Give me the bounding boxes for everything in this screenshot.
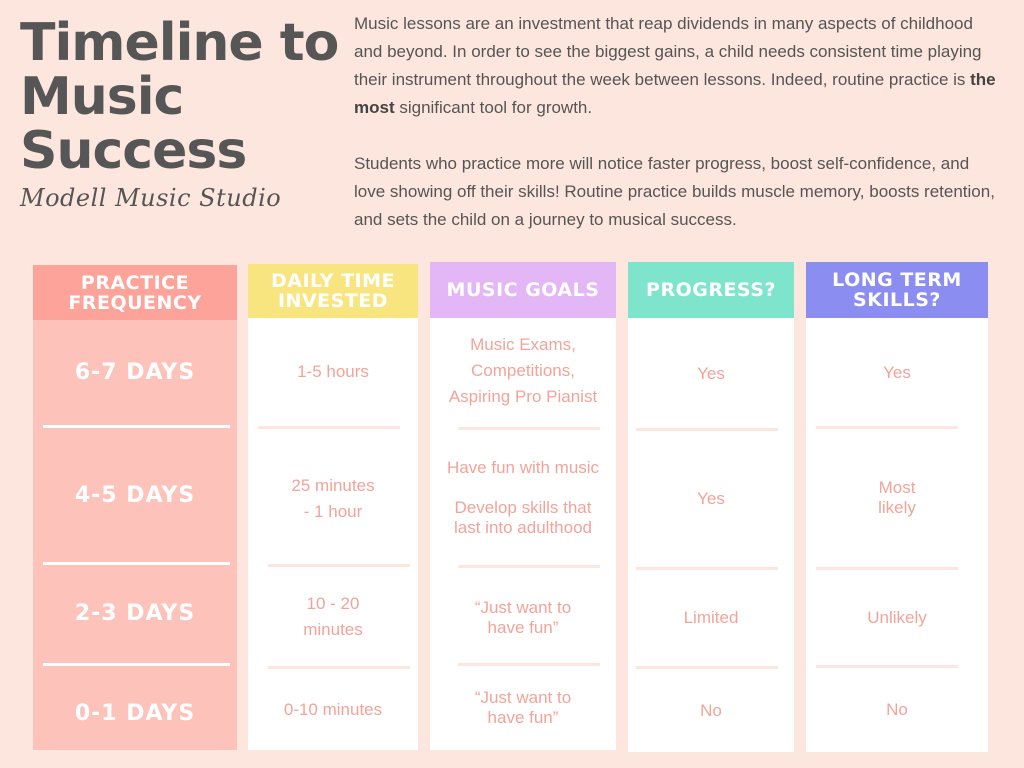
header-music-goals xyxy=(430,262,616,318)
progress-cell-3 xyxy=(628,570,794,666)
frequency-cell-3 xyxy=(33,565,237,662)
goal-text: Aspiring Pro Pianist xyxy=(448,387,598,406)
time-value: 25 minutes xyxy=(291,476,375,495)
progress-value: Limited xyxy=(683,608,739,627)
skills-cell-4 xyxy=(806,668,988,752)
column-progress xyxy=(628,262,794,752)
progress-cell-4 xyxy=(628,669,794,752)
intro-paragraph-2: Students who practice more will notice faster progress, boost self-confidence, and love showing off their skills! Routine practice builds muscle memory, boosts retention, and sets the child on a journey to musical success. xyxy=(354,154,995,229)
goal-text: Competitions, xyxy=(471,361,575,380)
frequency-label: 6-7 DAYS xyxy=(74,359,196,385)
frequency-cell-1 xyxy=(33,320,237,425)
goal-text: Have fun with music xyxy=(446,457,600,477)
goal-text: Music Exams, xyxy=(470,335,576,354)
title-line-3: Success xyxy=(20,121,247,181)
column-daily-time xyxy=(248,264,418,750)
time-cell-2 xyxy=(248,429,418,569)
skills-cell-1 xyxy=(806,318,988,428)
goals-cell-2 xyxy=(430,430,616,565)
intro-p1-text: Music lessons are an investment that reap dividends in many aspects of childhood and beyond. In order to see the biggest gains, a child needs consistent time playing their instrument throughout the week between lessons. Indeed, routine practice is xyxy=(354,14,982,89)
goal-text: last into adulthood xyxy=(454,517,592,537)
skills-value-cont: likely xyxy=(878,498,916,517)
goal-text: “Just want to xyxy=(474,688,572,707)
goals-cell-4 xyxy=(430,666,616,750)
time-value: 10 - 20 xyxy=(306,594,360,613)
title-line-1: Timeline to xyxy=(20,13,339,73)
frequency-label: 2-3 DAYS xyxy=(74,600,196,626)
page-title xyxy=(20,13,350,181)
goal-text: have fun” xyxy=(487,708,559,727)
column-long-term-skills xyxy=(806,262,988,752)
progress-cell-1 xyxy=(628,318,794,430)
progress-value: No xyxy=(700,700,722,720)
goal-text: Develop skills that xyxy=(454,497,592,517)
time-value: 0-10 minutes xyxy=(283,699,383,719)
progress-cell-2 xyxy=(628,431,794,566)
header-progress xyxy=(628,262,794,318)
goals-cell-3 xyxy=(430,568,616,668)
skills-value: Unlikely xyxy=(867,608,927,627)
header-label: DAILY TIME INVESTED xyxy=(271,270,395,312)
frequency-label: 4-5 DAYS xyxy=(74,482,196,508)
intro-paragraph-1 xyxy=(354,10,1004,122)
skills-value: Yes xyxy=(883,363,911,382)
intro-p1-end: significant tool for growth. xyxy=(394,98,593,117)
time-value: 1-5 hours xyxy=(297,362,369,381)
header-label: LONG TERM SKILLS? xyxy=(832,269,962,311)
intro-text xyxy=(354,10,1004,234)
frequency-cell-4 xyxy=(33,666,237,761)
header-label: PRACTICE FREQUENCY xyxy=(68,271,202,314)
header-label: MUSIC GOALS xyxy=(446,279,600,301)
skills-value: Most xyxy=(878,478,916,497)
progress-value: Yes xyxy=(697,488,725,508)
time-value-cont: minutes xyxy=(303,620,363,639)
skills-value: No xyxy=(886,700,908,719)
header-practice-frequency xyxy=(33,265,237,320)
progress-value: Yes xyxy=(697,364,725,383)
intro-emphasis: the most xyxy=(354,70,996,117)
time-cell-3 xyxy=(248,567,418,667)
skills-cell-3 xyxy=(806,570,988,666)
skills-cell-2 xyxy=(806,429,988,567)
goals-cell-1 xyxy=(430,332,616,412)
header-label: PROGRESS? xyxy=(646,279,776,301)
header-long-term-skills xyxy=(806,262,988,318)
goal-text: have fun” xyxy=(487,618,559,637)
title-line-2: Music xyxy=(20,67,184,127)
studio-name: Modell Music Studio xyxy=(20,184,282,212)
frequency-cell-2 xyxy=(33,428,237,563)
time-value-cont: - 1 hour xyxy=(303,502,363,521)
column-practice-frequency xyxy=(33,265,237,750)
time-cell-1 xyxy=(248,318,418,426)
header-daily-time xyxy=(248,264,418,318)
frequency-label: 0-1 DAYS xyxy=(74,700,196,726)
goal-text: “Just want to xyxy=(474,598,572,617)
column-music-goals xyxy=(430,262,616,750)
time-cell-4 xyxy=(248,669,418,750)
